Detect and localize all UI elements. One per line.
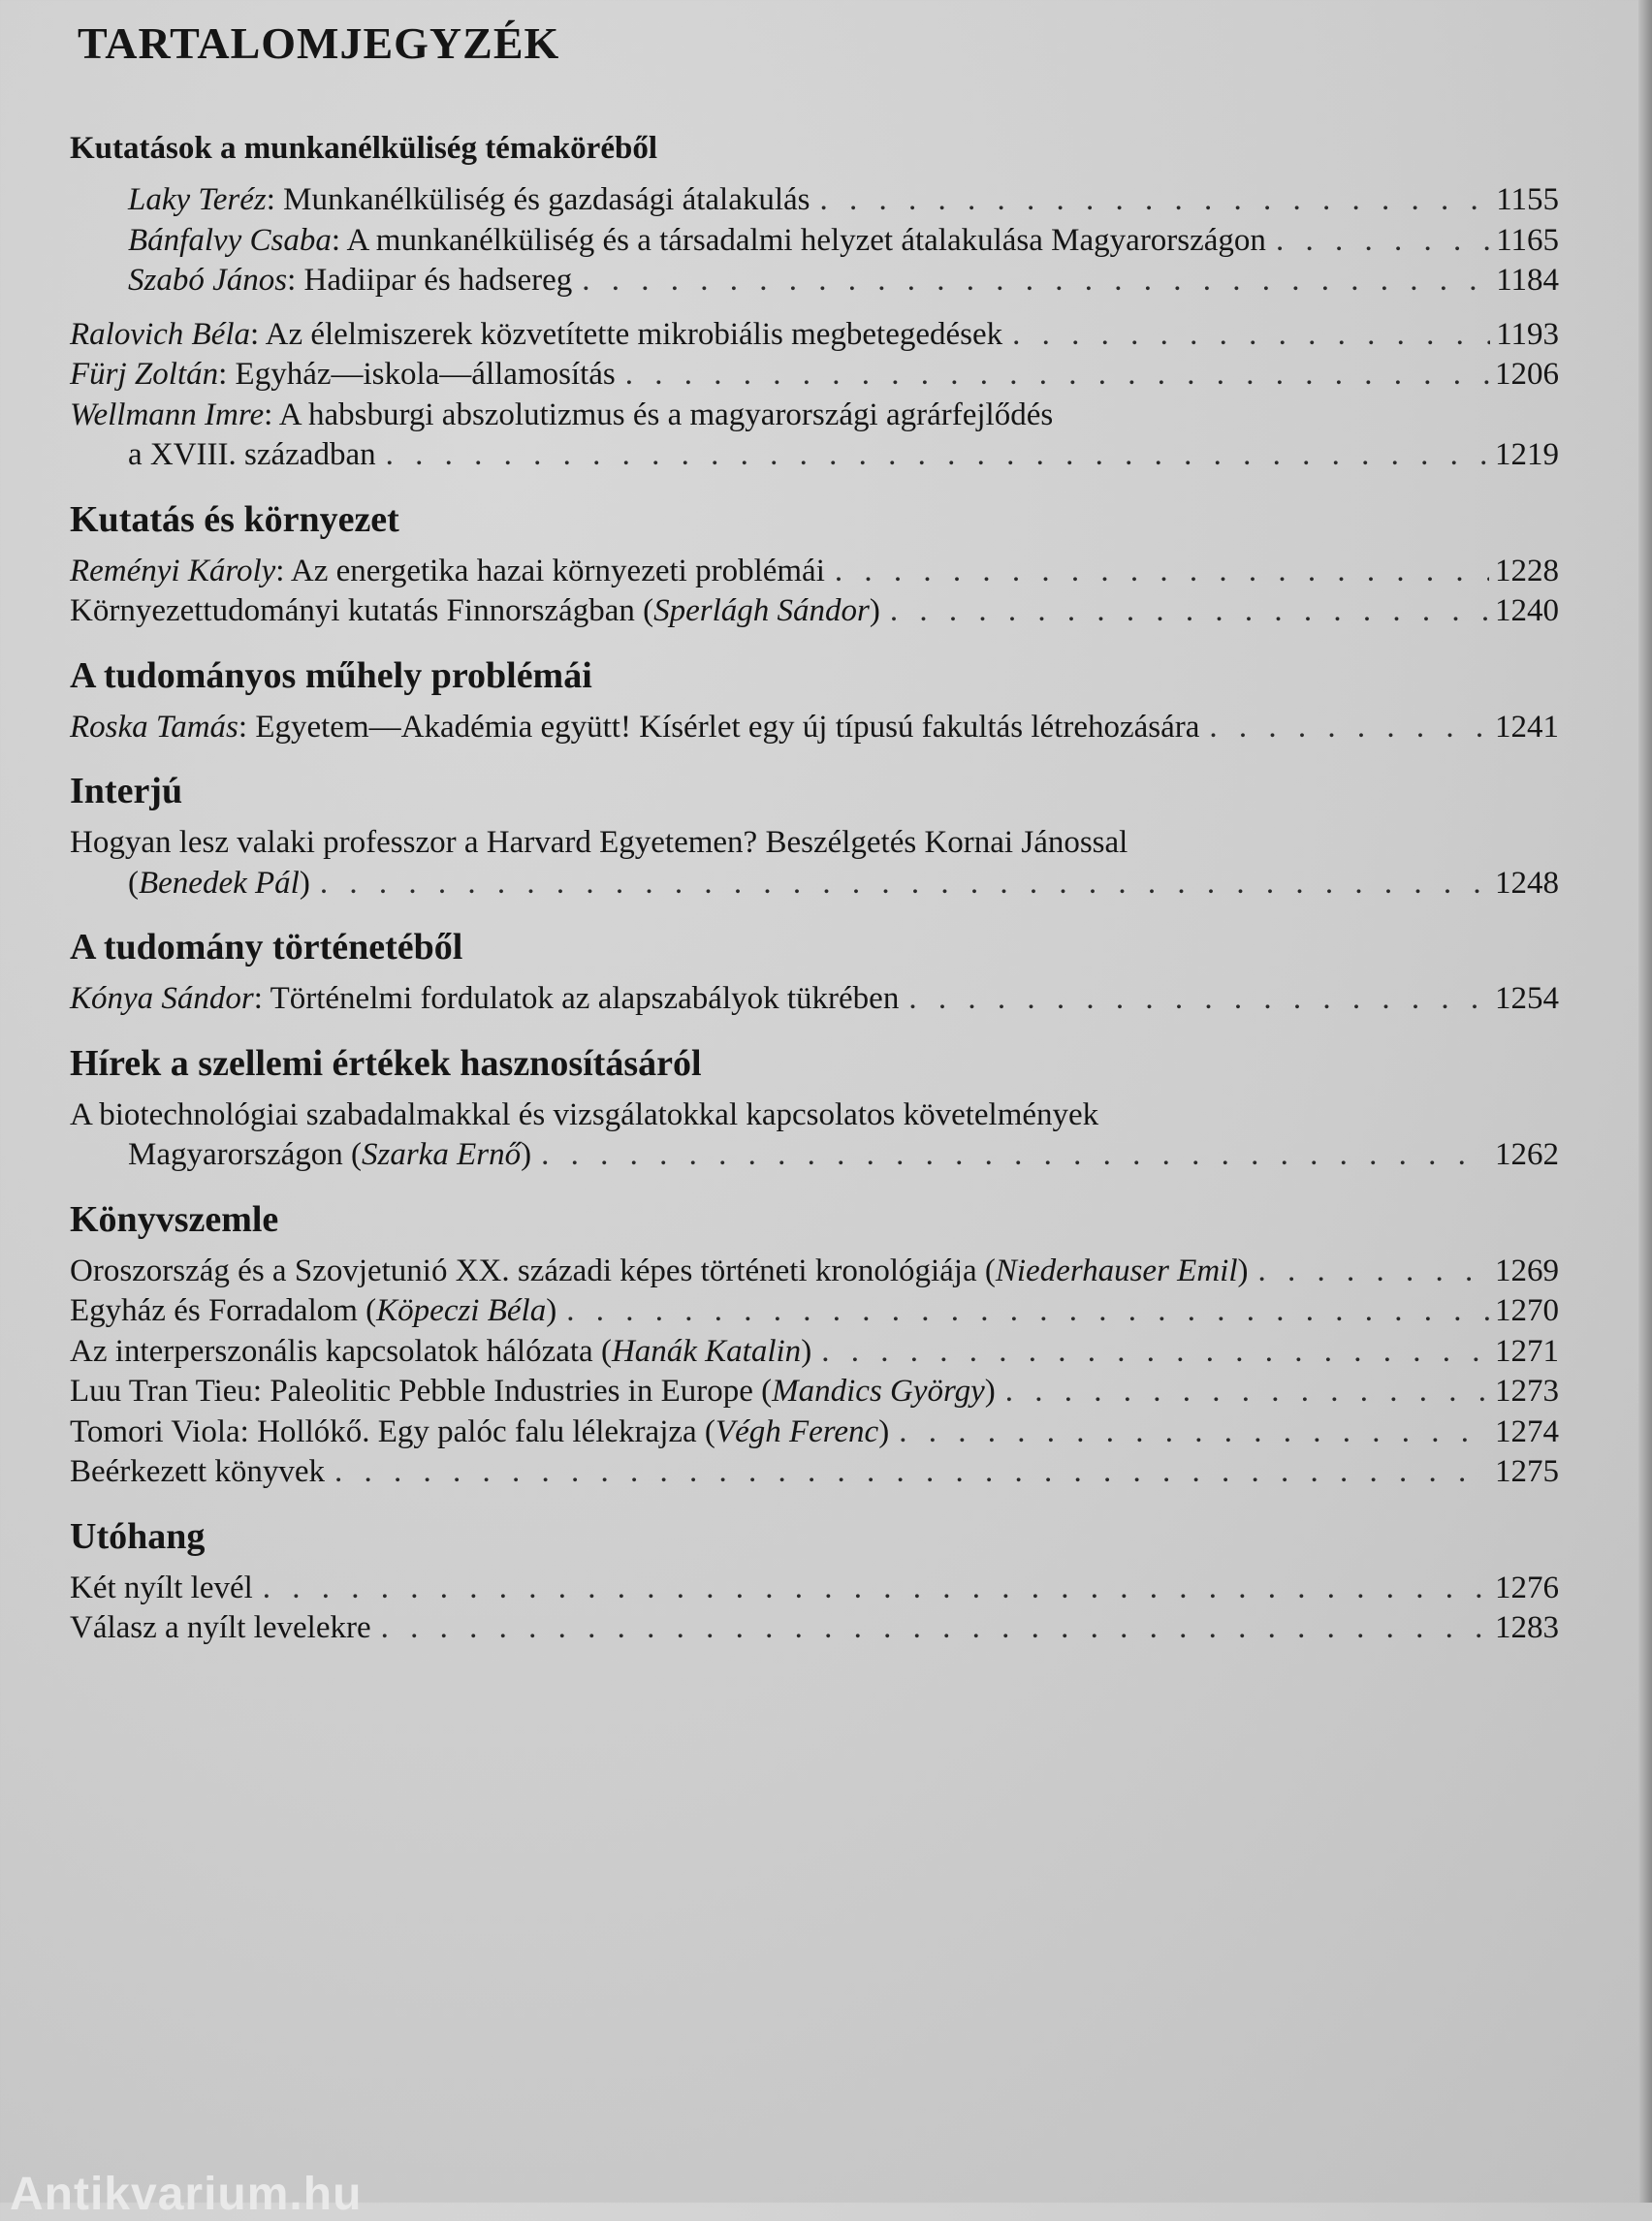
dot-leader [582,261,1490,301]
entry-title: Az energetika hazai környezeti problémái [290,553,825,588]
toc-entry[interactable] [70,552,1559,592]
entry-close: ) [299,865,310,901]
entry-page: 1270 [1495,1293,1559,1328]
entry-open: ( [128,865,139,901]
entry-author: Wellmann Imre [70,397,265,432]
entry-title: Az élelmiszerek közvetítette mikrobiális megbetegedések [265,316,1003,352]
dot-leader [890,591,1489,632]
entry-sep: : [275,553,291,588]
toc-entry[interactable] [70,591,1559,632]
entry-title: Környezettudományi kutatás Finnországban ( [70,593,654,628]
entry-page: 1184 [1496,263,1559,298]
entry-sep: : [331,222,347,258]
entry-page: 1254 [1495,981,1559,1016]
dot-leader [386,435,1489,476]
section-konyvszemle [70,1195,1559,1493]
entry-title: Munkanélküliség és gazdasági átalakulás [283,182,810,217]
toc-entry[interactable] [70,1332,1559,1373]
section-heading: Utóhang [70,1515,206,1557]
toc-entry[interactable] [70,221,1559,262]
dot-leader [541,1135,1489,1176]
dot-leader [566,1291,1489,1332]
dot-leader [263,1569,1489,1609]
dot-leader [899,1412,1489,1453]
toc-entry[interactable] [70,396,1559,476]
entry-title-continued: a XVIII. században [128,437,376,472]
section-interju [70,767,1559,904]
toc-entry[interactable] [70,1608,1559,1649]
entry-page: 1206 [1495,357,1559,392]
dot-leader [625,355,1489,396]
dot-leader [1209,708,1489,748]
dot-leader [835,552,1489,592]
entry-page: 1274 [1495,1413,1559,1449]
entry-author: Roska Tamás [70,709,238,745]
toc-entry[interactable] [70,1252,1559,1292]
dot-leader [908,979,1489,1020]
dot-leader [1258,1252,1490,1292]
entry-page: 1271 [1495,1333,1559,1369]
toc-entry[interactable] [70,979,1559,1020]
entry-author: Kónya Sándor [70,981,254,1016]
toc-entry[interactable] [70,1569,1559,1609]
entry-sep: : [264,397,279,432]
entry-reviewer: Végh Ferenc [715,1413,879,1449]
toc-entry[interactable] [70,1095,1559,1176]
entry-reviewer: Benedek Pál [139,865,300,901]
section-hirek [70,1039,1559,1176]
section-tudomanyos-muhely [70,651,1559,748]
entry-author: Reményi Károly [70,553,276,588]
entry-title: Két nyílt levél [70,1570,253,1605]
dot-leader [320,864,1489,904]
entry-reviewer: Niederhauser Emil [995,1253,1238,1288]
entry-page: 1262 [1495,1137,1559,1172]
entry-page: 1275 [1495,1454,1559,1489]
section-tudomany-tortenete [70,923,1559,1020]
entry-title: Luu Tran Tieu: Paleolitic Pebble Industries in Europe ( [70,1374,773,1409]
dot-leader [381,1608,1489,1649]
entry-close: ) [801,1333,812,1369]
dot-leader [820,180,1491,221]
entry-page: 1240 [1495,593,1559,628]
dot-leader [1276,221,1490,262]
entry-title: Történelmi fordulatok az alapszabályok tükrében [270,981,900,1016]
entry-page: 1193 [1496,316,1559,352]
entry-page: 1269 [1495,1253,1559,1288]
toc-entry[interactable] [70,708,1559,748]
entry-title: A biotechnológiai szabadalmakkal és vizsgálatokkal kapcsolatos követelmények [70,1096,1099,1132]
dot-leader [821,1332,1489,1373]
toc-entry[interactable] [70,823,1559,904]
entry-author: Laky Teréz [128,182,267,217]
entry-title: Hadiipar és hadsereg [303,263,573,298]
section-heading: A tudomány történetéből [70,927,463,968]
dot-leader [334,1452,1489,1493]
entry-title-continued: Magyarországon ( [128,1137,362,1172]
entry-page: 1276 [1495,1570,1559,1605]
entry-reviewer: Szarka Ernő [362,1137,522,1172]
section-heading: A tudományos műhely problémái [70,654,592,696]
entry-page: 1283 [1495,1610,1559,1645]
toc-entry[interactable] [70,180,1559,221]
entry-sep: : [250,316,266,352]
toc-entry[interactable] [70,355,1559,396]
entry-author: Bánfalvy Csaba [128,222,332,258]
section-munkanelkuliseg [70,124,1559,476]
entry-close: ) [1237,1253,1249,1288]
entry-title: Egyház—iskola—államosítás [235,357,616,392]
entry-sep: : [218,357,236,392]
toc-entry[interactable] [70,315,1559,356]
watermark: Antikvarium.hu [10,2169,363,2220]
entry-reviewer: Köpeczi Béla [376,1293,547,1328]
section-heading: Könyvszemle [70,1198,279,1240]
entry-page: 1219 [1495,437,1559,472]
entry-author: Szabó János [128,263,288,298]
entry-sep: : [266,182,284,217]
entry-close: ) [984,1374,996,1409]
entry-sep: : [287,263,304,298]
page-edge-shadow [1638,0,1652,2203]
toc-entry[interactable] [70,1291,1559,1332]
toc-entry[interactable] [70,1452,1559,1493]
entry-reviewer: Sperlágh Sándor [653,593,870,628]
entry-title: Hogyan lesz valaki professzor a Harvard Egyetemen? Beszélgetés Kornai Jánossal [70,825,1128,860]
dot-leader [1005,1372,1489,1412]
entry-title: Válasz a nyílt levelekre [70,1610,371,1645]
entry-page: 1155 [1496,182,1559,217]
entry-page: 1228 [1495,553,1559,588]
entry-title: Egyház és Forradalom ( [70,1293,377,1328]
entry-author: Fürj Zoltán [70,357,219,392]
section-utohang [70,1512,1559,1649]
entry-reviewer: Hanák Katalin [611,1333,802,1369]
entry-author: Ralovich Béla [70,316,251,352]
entry-title: Az interperszonális kapcsolatok hálózata ( [70,1333,612,1369]
entry-page: 1241 [1495,709,1559,745]
entry-page: 1248 [1495,865,1559,901]
entry-title: Egyetem—Akadémia együtt! Kísérlet egy új típusú fakultás létrehozására [255,709,1200,745]
entry-close: ) [878,1413,890,1449]
entry-title: A habsburgi abszolutizmus és a magyarországi agrárfejlődés [278,397,1054,432]
toc-entry[interactable] [70,261,1559,301]
entry-sep: : [253,981,270,1016]
entry-reviewer: Mandics György [772,1374,985,1409]
entry-close: ) [869,593,880,628]
toc-entry[interactable] [70,1372,1559,1412]
section-heading: Interjú [70,771,183,811]
entry-close: ) [521,1137,532,1172]
entry-page: 1273 [1495,1374,1559,1409]
section-heading: Kutatás és környezet [70,498,399,540]
entry-title: Oroszország és a Szovjetunió XX. századi képes történeti kronológiája ( [70,1253,996,1288]
page-title: TARTALOMJEGYZÉK [78,18,560,68]
section-heading: Hírek a szellemi értékek hasznosításáról [70,1042,702,1084]
section-kutatas-es-kornyezet [70,495,1559,632]
section-heading: Kutatások a munkanélküliség témaköréből [70,131,657,166]
entry-sep: : [238,709,256,745]
entry-title: Tomori Viola: Hollókő. Egy palóc falu lélekrajza ( [70,1413,715,1449]
toc-entry[interactable] [70,1412,1559,1453]
entry-close: ) [546,1293,557,1328]
dot-leader [1012,315,1490,356]
entry-title: A munkanélküliség és a társadalmi helyzet átalakulása Magyarországon [346,222,1266,258]
entry-page: 1165 [1496,222,1559,258]
table-of-contents [70,124,1559,1668]
entry-title: Beérkezett könyvek [70,1454,325,1489]
